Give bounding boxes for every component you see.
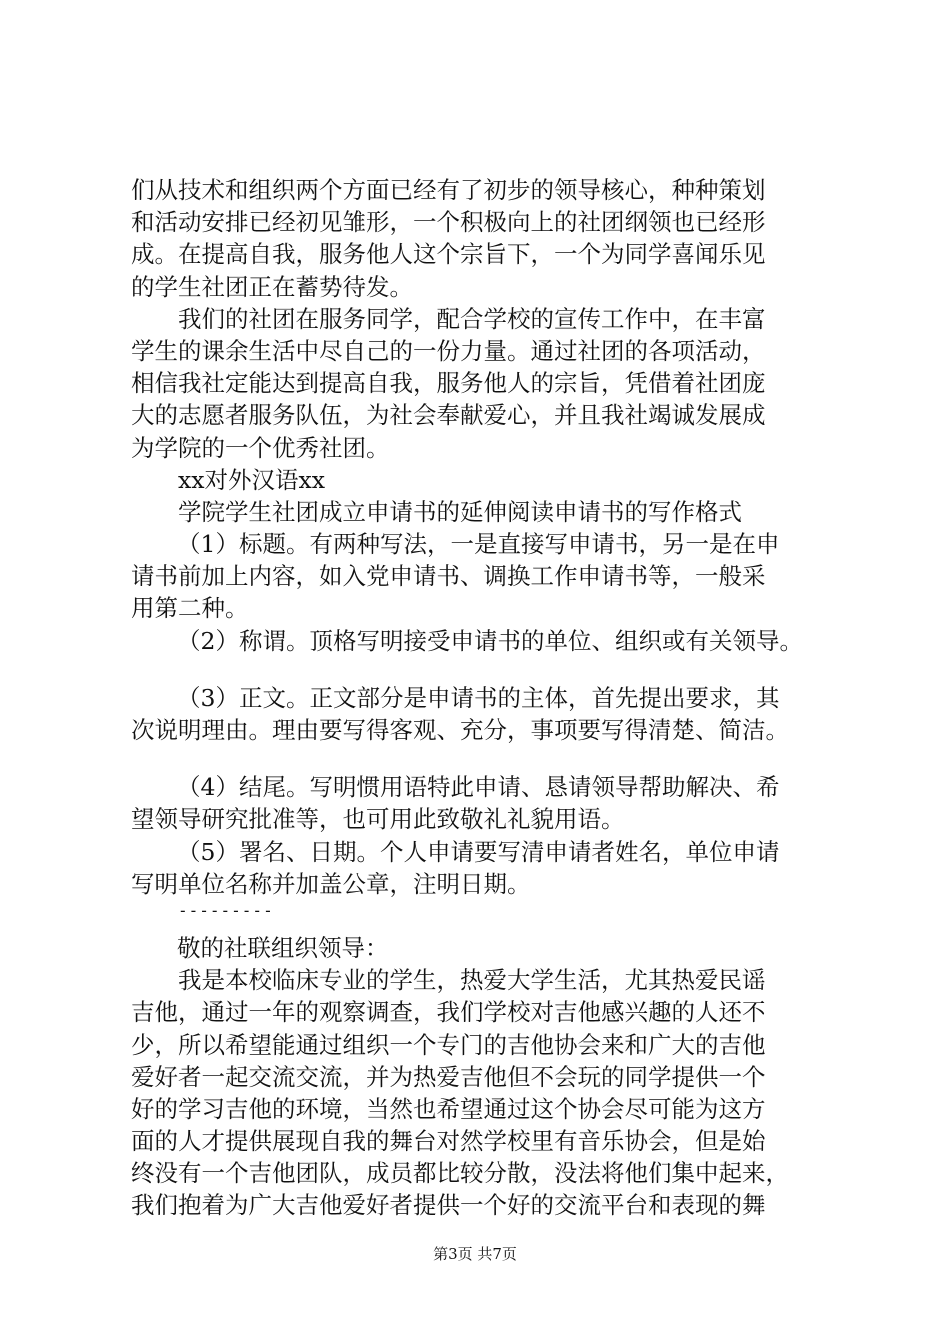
section-separator <box>131 900 831 922</box>
text-line: 望领导研究批准等，也可用此致敬礼礼貌用语。 <box>131 805 625 834</box>
paragraph-continuation <box>131 174 831 303</box>
format-item-4 <box>131 771 831 835</box>
salutation: 敬的社联组织领导： <box>177 933 389 962</box>
text-line: 相信我社定能达到提高自我，服务他人的宗旨，凭借着社团庞 <box>131 369 766 398</box>
text-line: 我们抱着为广大吉他爱好者提供一个好的交流平台和表现的舞 <box>131 1191 766 1220</box>
paragraph-club-service <box>131 303 831 464</box>
page-number-footer: 第3页 共7页 <box>433 1245 517 1263</box>
text-line: （4）结尾。写明惯用语特此申请、恳请领导帮助解决、希 <box>177 773 780 802</box>
text-line: 我是本校临床专业的学生，热爱大学生活，尤其热爱民谣 <box>178 966 766 995</box>
text-line: （5）署名、日期。个人申请要写清申请者姓名，单位申请 <box>177 837 780 866</box>
text-line: 和活动安排已经初见雏形，一个积极向上的社团纲领也已经形 <box>131 208 766 237</box>
format-item-5 <box>131 836 831 900</box>
text-line: 我们的社团在服务同学，配合学校的宣传工作中，在丰富 <box>178 304 766 333</box>
text-line: 用第二种。 <box>131 594 249 623</box>
text-line: 为学院的一个优秀社团。 <box>131 433 390 462</box>
text-line: （3）正文。正文部分是申请书的主体，首先提出要求，其 <box>177 683 780 712</box>
extended-reading-title: 学院学生社团成立申请书的延伸阅读申请书的写作格式 <box>178 497 742 526</box>
text-line: 面的人才提供展现自我的舞台对然学校里有音乐协会，但是始 <box>131 1127 766 1156</box>
text-line: 们从技术和组织两个方面已经有了初步的领导核心，种种策划 <box>131 176 766 204</box>
format-item-2: （2）称谓。顶格写明接受申请书的单位、组织或有关领导。 <box>177 626 803 655</box>
text-line: 终没有一个吉他团队，成员都比较分散，没法将他们集中起来， <box>131 1159 789 1188</box>
text-line: 次说明理由。理由要写得客观、充分，事项要写得清楚、简洁。 <box>131 716 789 744</box>
document-body <box>131 174 831 1222</box>
format-item-1 <box>131 528 831 625</box>
text-line: 学生的课余生活中尽自己的一份力量。通过社团的各项活动， <box>131 336 766 365</box>
text-line: 好的学习吉他的环境，当然也希望通过这个协会尽可能为这方 <box>131 1094 766 1123</box>
text-line: 吉他，通过一年的观察调查，我们学校对吉他感兴趣的人还不 <box>131 998 766 1027</box>
signature-line: xx对外汉语xx <box>178 465 326 494</box>
text-line: 大的志愿者服务队伍，为社会奉献爱心，并且我社竭诚发展成 <box>131 401 766 430</box>
text-line: 爱好者一起交流交流，并为热爱吉他但不会玩的同学提供一个 <box>131 1062 766 1091</box>
format-item-3 <box>131 682 831 746</box>
text-line: 少，所以希望能通过组织一个专门的吉他协会来和广大的吉他 <box>131 1030 766 1059</box>
text-line: 请书前加上内容，如入党申请书、调换工作申请书等，一般采 <box>131 562 766 591</box>
text-line: （1）标题。有两种写法，一是直接写申请书，另一是在申 <box>177 530 780 559</box>
text-line: 的学生社团正在蓄势待发。 <box>131 272 413 301</box>
text-line: 成。在提高自我，服务他人这个宗旨下，一个为同学喜闻乐见 <box>131 240 766 269</box>
text-line: 写明单位名称并加盖公章，注明日期。 <box>131 869 531 898</box>
separator-dashes: --------- <box>178 900 274 920</box>
paragraph-guitar-club <box>131 964 831 1222</box>
